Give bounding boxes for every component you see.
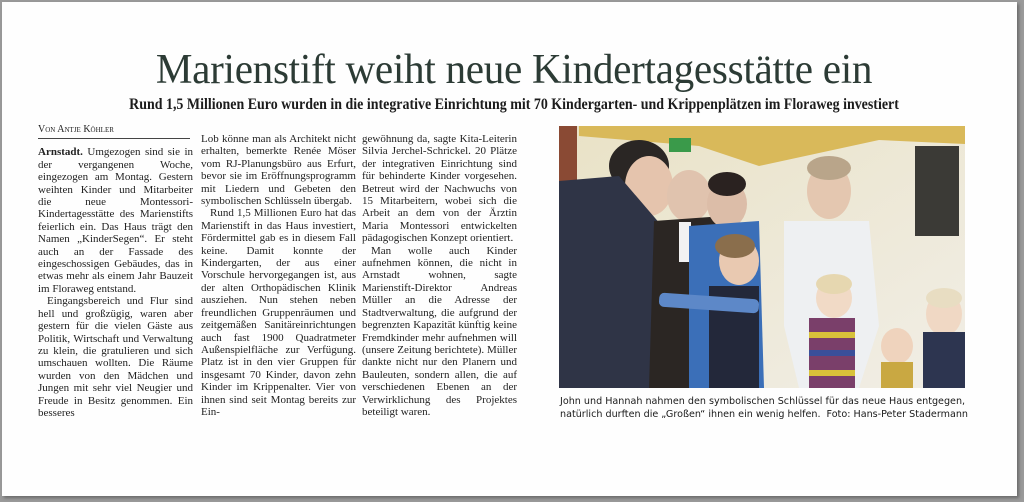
article-column-1: [38, 124, 193, 419]
headline: Marienstift weiht neue Kindertagesstätte ein: [155, 47, 873, 93]
article-photo: [559, 126, 965, 388]
photo-caption: [560, 395, 968, 421]
subheadline: Rund 1,5 Millionen Euro wurden in die integrative Einrichtung mit 70 Kindergarten- und Krippenplätzen im Floraweg investiert: [129, 96, 899, 113]
paragraph-1: Arnstadt. Umgezogen sind sie in der vergangenen Woche, eingezogen am Montag. Gestern weihten Kinder und Mitarbeiter die neue Montessori-Kindertagesstätte des Marienstifts feierlich ein. Das Haus trägt den Namen „KinderSegen“. Er steht auch an der Fassade des eingeschossigen Gebäudes, das in etwas mehr als einem Jahr Bauzeit im Floraweg entstand.: [38, 146, 193, 295]
dateline: Arnstadt.: [38, 146, 83, 159]
article-column-3: [362, 133, 517, 418]
caption-text: John und Hannah nahmen den symbolischen Schlüssel für das neue Haus entgegen, natürlich durften die „Großen“ ihnen ein wenig helfen.: [560, 396, 966, 420]
exit-sign: [669, 138, 691, 152]
photo-illustration: [559, 126, 965, 388]
paragraph-3: Lob könne man als Architekt nicht erhalten, bemerkte Renée Möser vom RJ-Planungsbüro aus Erfurt, bevor sie im Eröffnungsprogramm mit Liedern und Gebeten den symbolischen Schlüsseln übergab.: [201, 133, 356, 208]
byline: Von Antje Köhler: [38, 124, 190, 139]
photo-credit: Foto: Hans-Peter Stadermann: [826, 409, 968, 420]
article-column-2: [201, 133, 356, 418]
newspaper-page: [2, 2, 1017, 496]
paragraph-5: gewöhnung da, sagte Kita-Leiterin Silvia Jerchel-Schrickel. 20 Plätze der integrativen Einrichtung sind für behinderte Kinder vorgesehen. Betreut wird der Nachwuchs von 15 Mitarbeitern, wobei sich die Arbeit an dem von der Ärztin Maria Montessori entwickelten pädagogischen Konzept orientiert.: [362, 133, 517, 245]
paragraph-4: Rund 1,5 Millionen Euro hat das Marienstift in das Haus investiert, Fördermittel gab es in diesem Fall keine. Damit konnte der Kindergarten, der aus einer Vorschule hervorgegangen ist, aus der alten Orthopädischen Klinik ausziehen. Nun stehen neben freundlichen Gruppenräumen und zeitgemäßen Sanitäreinrichtungen auch fast 1900 Quadratmeter Außenspielfläche zur Verfügung. Platz ist in den vier Gruppen für insgesamt 70 Kinder, davon zehn Kinder im Krippenalter. Vier von ihnen sind seit Montag bereits zur Ein-: [201, 207, 356, 418]
paragraph-6: Man wolle auch Kinder aufnehmen können, die nicht in Arnstadt wohnen, sagte Marienstift-Direktor Andreas Müller an die Adresse der Stadtverwaltung, die aufgrund der begrenzten Kapazität künftig keine Fremdkinder mehr aufnehmen will (unsere Zeitung berichtete). Müller dankte nicht nur den Planern und Bauleuten, sondern allen, die auf verschiedenen Ebenen an der Verwirklichung des Projektes beteiligt waren.: [362, 244, 517, 418]
paragraph-2: Eingangsbereich und Flur sind hell und großzügig, waren aber gestern für die vielen Gäste aus Politik, Wirtschaft und Verwaltung zu klein, die gratulieren und sich umschauen wollten. Die Räume wurden von den Mädchen und Jungen mit sehr viel Neugier und Freude in Besitz genommen. Ein besseres: [38, 295, 193, 419]
